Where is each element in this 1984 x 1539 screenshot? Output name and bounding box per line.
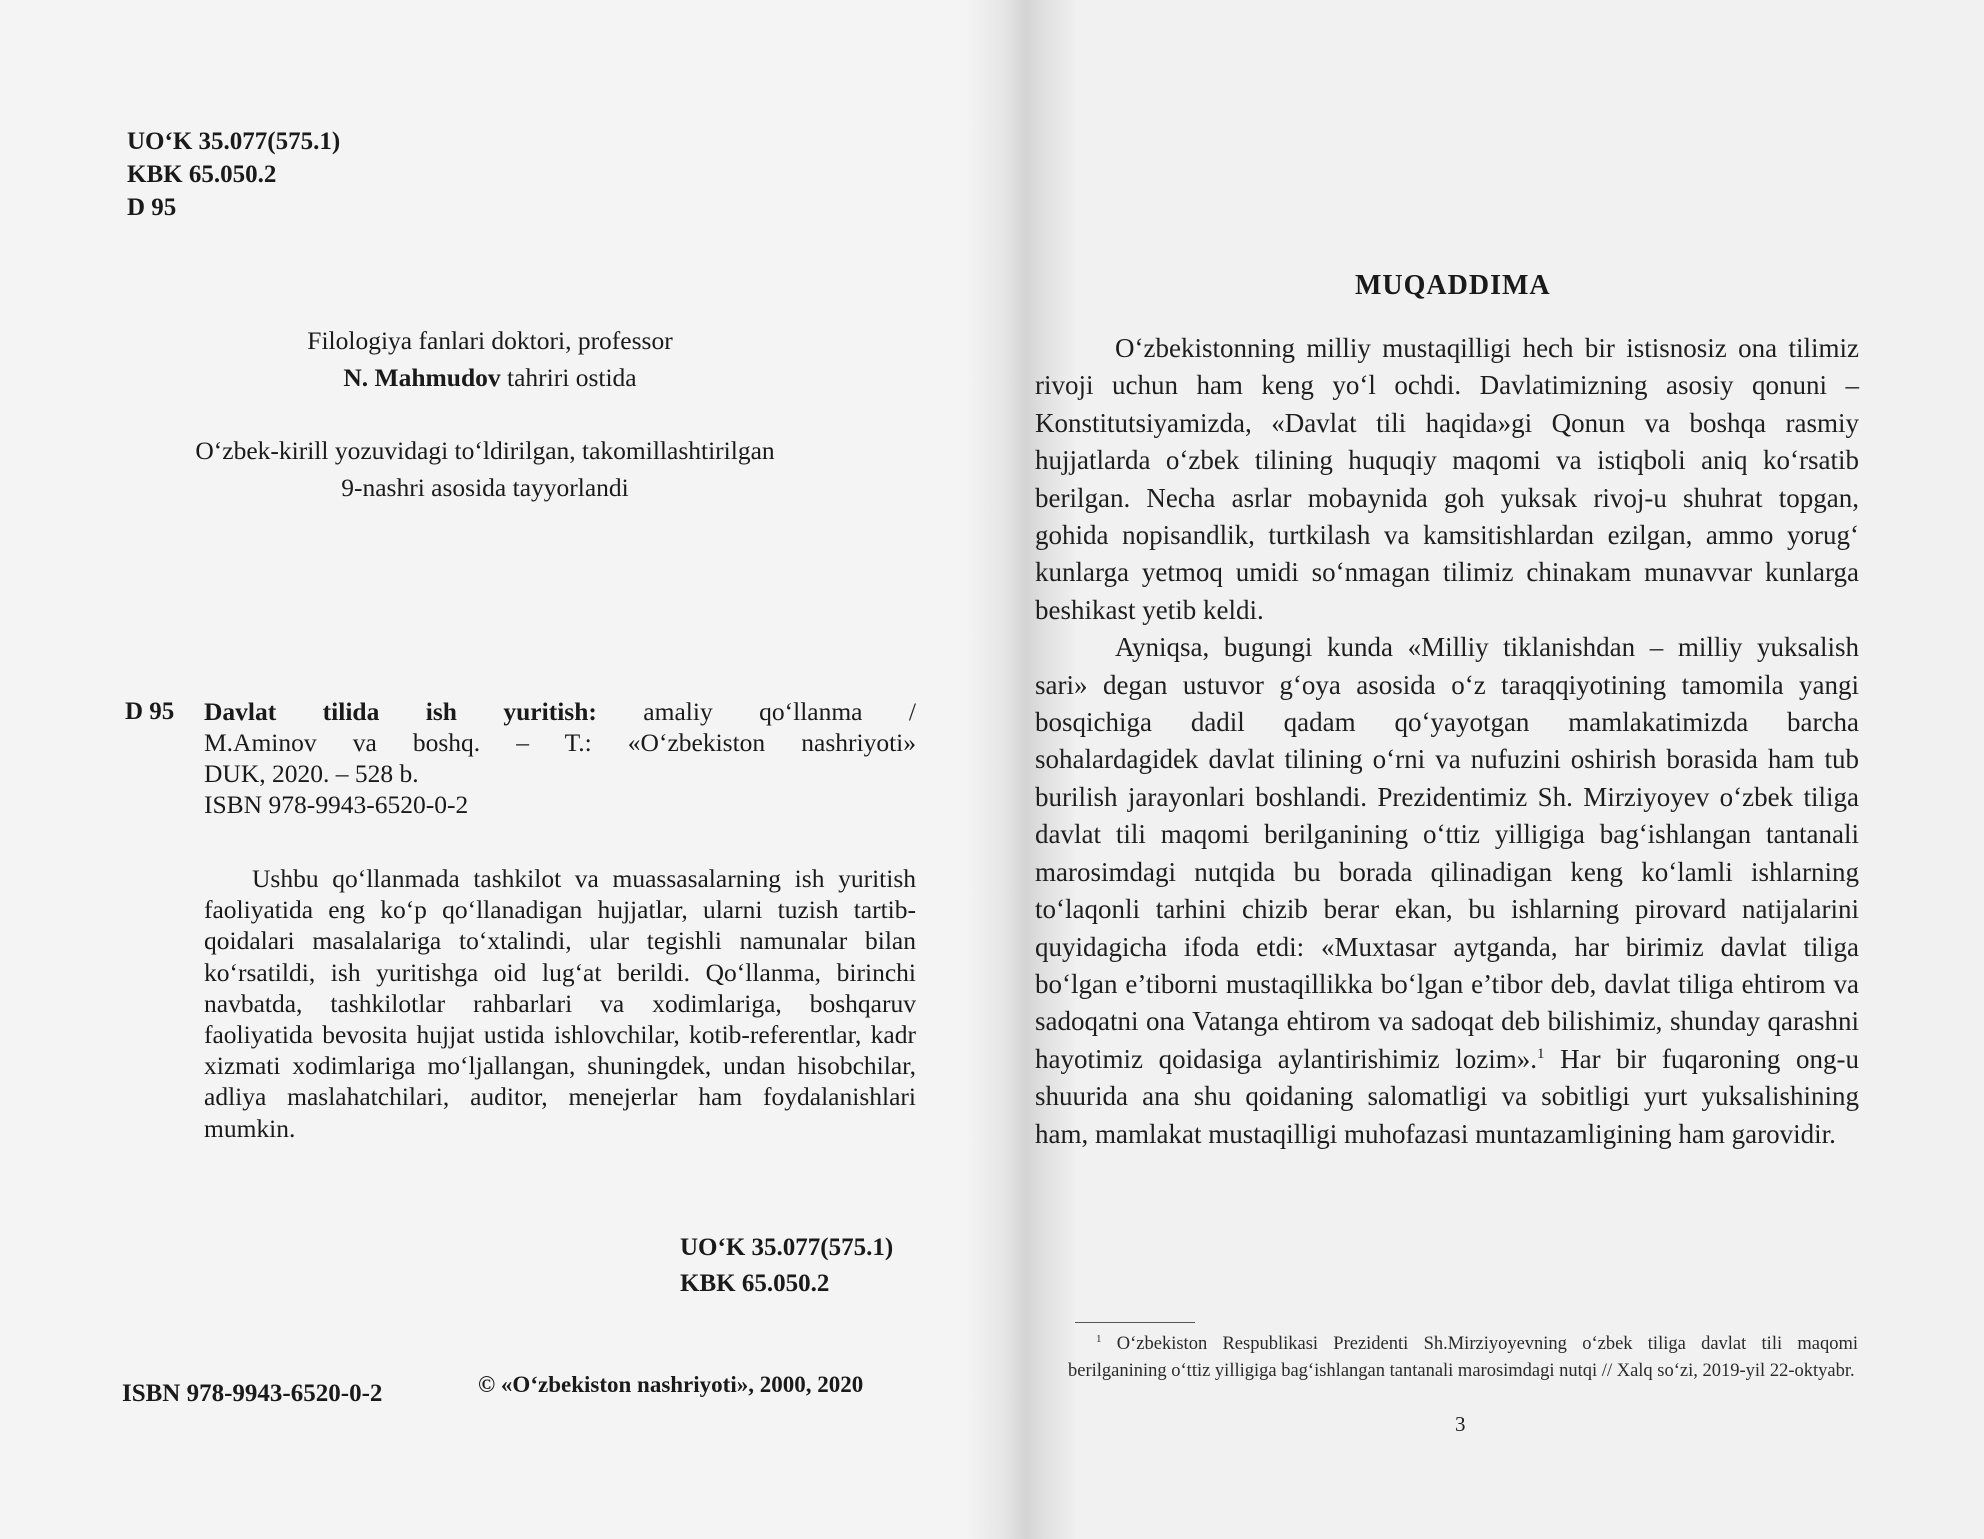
udc-code-bottom: UO‘K 35.077(575.1) [680, 1234, 894, 1261]
classification-codes-top [127, 125, 340, 224]
edition-basis-line1: O‘zbek-kirill yozuvidagi to‘ldirilgan, takomillashtirilgan [195, 436, 775, 465]
paragraph-2-main: Ayniqsa, bugungi kunda «Milliy tiklanishdan – milliy yuksalish sari» degan ustuvor g‘oya asosida o‘z taraqqiyotining tamomila yangi bosqichiga dadil qadam qo‘yayotgan mamlakatimizda barcha sohalardagidek davlat tilining o‘rni va nufuzini oshirish borasida ham tub burilish jarayonlari boshlandi. Prezidentimiz Sh. Mirziyoyev o‘zbek tiliga davlat tili maqomi berilganining o‘ttiz yilligiga bag‘ishlangan tantanali marosimdagi nutqida bu borada qilinadigan keng ko‘lamli ishlarning to‘laqonli tarhini chizib berar ekan, bu ishlarning pirovard natijalarini quyidagicha ifoda etdi: «Muxtasar aytganda, har birimiz davlat tiliga bo‘lgan e’tiborni mustaqillikka bo‘lgan e’tibor deb, davlat tiliga ehtirom va sadoqatni ona Vatanga ehtirom va sadoqat deb bilishimiz, shunday qarashni hayotimiz qoidasiga aylantirishimiz lozim». [1035, 632, 1859, 1074]
author-mark: D 95 [127, 194, 177, 221]
footnote-text: O‘zbekiston Respublikasi Prezidenti Sh.Mirziyoyevning o‘zbek tiliga davlat tili maqomi berilganining o‘ttiz yilligiga bag‘ishlangan tantanali marosimdagi nutqi // Xalq so‘zi, 2019-yil 22-oktyabr. [1068, 1334, 1858, 1382]
editor-name: N. Mahmudov [343, 363, 501, 392]
catalog-line2: M.Aminov va boshq. – T.: «O‘zbekiston nashriyoti» [204, 728, 916, 757]
kbk-code-bottom: KBK 65.050.2 [680, 1270, 830, 1297]
editor-role: tahriri ostida [500, 363, 637, 392]
catalog-subtitle: amaliy qo‘llanma / [596, 697, 917, 726]
paragraph-2-end: Har bir fuqaroning ong-u shuurida ana shu qoidaning salomatligi va sobitligi yurt yuksalishining ham, mamlakat mustaqilligi muhofazasi muntazamligining ham garovidir. [1035, 1043, 1859, 1149]
catalog-line1 [204, 696, 916, 727]
chapter-heading: MUQADDIMA [1355, 270, 1551, 301]
udc-code: UO‘K 35.077(575.1) [127, 128, 341, 155]
classification-codes-bottom [680, 1230, 893, 1302]
kbk-code: KBK 65.050.2 [127, 161, 277, 188]
editor-title: Filologiya fanlari doktori, professor [307, 326, 673, 355]
edition-basis [150, 432, 820, 506]
footnote-reference: 1 [1537, 1045, 1545, 1062]
footnote-divider [1075, 1322, 1195, 1323]
footnote [1068, 1326, 1858, 1385]
catalog-entry [204, 696, 916, 820]
book-annotation: Ushbu qo‘llanmada tashkilot va muassasalarning ish yuritish faoliyatida eng ko‘p qo‘llanadigan hujjatlar, ularni tuzish tartib-qoidalari masalalariga to‘xtalindi, ular tegishli namunalar bilan ko‘rsatildi, ish yuritishga oid lug‘at berildi. Qo‘llanma, birinchi navbatda, tashkilotlar rahbarlari va xodimlariga, boshqaruv faoliyatida bevosita hujjat ustida ishlovchilar, kotib-referentlar, kadr xizmati xodimlariga mo‘ljallangan, shuningdek, undan hisobchilar, adliya maslahatchilari, auditor, menejerlar ham foydalanishlari mumkin. [204, 864, 916, 1143]
edition-basis-line2: 9-nashri asosida tayyorlandi [341, 473, 629, 502]
isbn: ISBN 978-9943-6520-0-2 [122, 1380, 383, 1407]
catalog-isbn: ISBN 978-9943-6520-0-2 [204, 790, 469, 819]
catalog-code: D 95 [125, 698, 175, 725]
body-text [1035, 330, 1859, 1153]
page-number: 3 [1455, 1412, 1466, 1436]
editor-line [200, 359, 780, 396]
paragraph-2 [1035, 629, 1859, 1153]
catalog-title: Davlat tilida ish yuritish: [204, 697, 597, 726]
copyright-notice: © «O‘zbekiston nashriyoti», 2000, 2020 [478, 1372, 864, 1397]
footnote-marker: 1 [1096, 1333, 1102, 1345]
catalog-line3: DUK, 2020. – 528 b. [204, 759, 419, 788]
editor-credit [200, 322, 780, 396]
paragraph-1: O‘zbekistonning milliy mustaqilligi hech bir istisnosiz ona tilimiz rivoji uchun ham keng yo‘l ochdi. Davlatimizning asosiy qonuni – Konstitutsiyamizda, «Davlat tili haqida»gi Qonun va boshqa rasmiy hujjatlarda o‘zbek tilining huquqiy maqomi va istiqboli aniq ko‘rsatib berilgan. Necha asrlar mobaynida goh yuksak rivoj-u shuhrat topgan, gohida nopisandlik, turtkilash va kamsitishlardan ezilgan, ammo yorug‘ kunlarga yetmoq umidi so‘nmagan tilimiz chinakam munavvar kunlarga beshikast yetib keldi. [1035, 333, 1859, 625]
